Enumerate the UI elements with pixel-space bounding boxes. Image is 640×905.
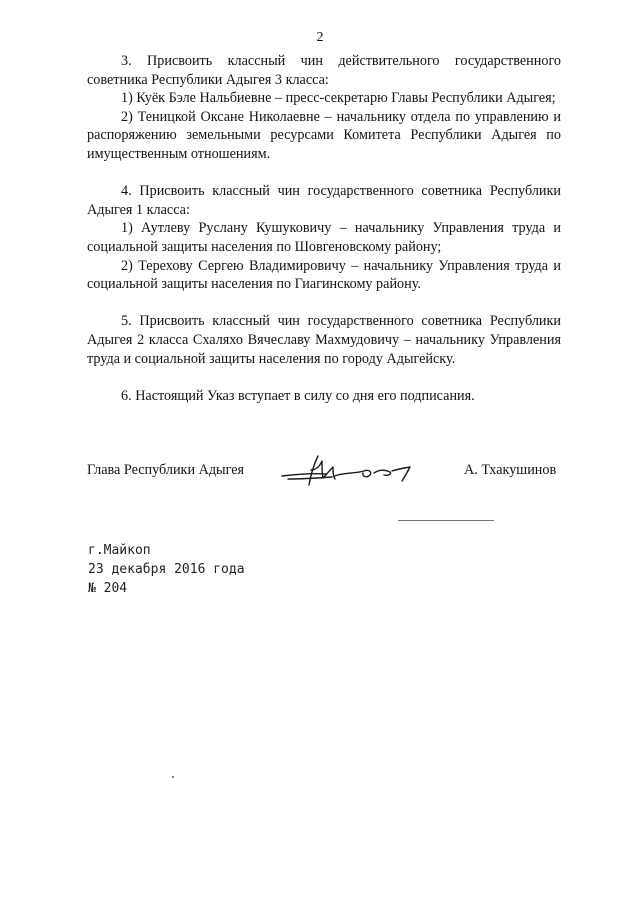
signatory-position: Глава Республики Адыгея bbox=[87, 462, 245, 478]
handwritten-signature bbox=[278, 452, 418, 492]
paragraph-item-4-1: 1) Аутлеву Руслану Кушуковичу – начальнику Управления труда и социальной защиты населения по Шовгеновскому району; bbox=[87, 220, 561, 255]
divider-line bbox=[398, 520, 494, 521]
paragraph-item-3: 3. Присвоить классный чин действительного государственного советника Республики Адыгея 3 класса: bbox=[87, 53, 561, 88]
paragraph-item-4-2: 2) Терехову Сергею Владимировичу – начальнику Управления труда и социальной защиты населения по Гиагинскому району. bbox=[87, 257, 561, 293]
registration-stamp bbox=[88, 541, 245, 598]
signatory-name: А. Тхакушинов bbox=[464, 462, 557, 478]
paragraph-item-5: 5. Присвоить классный чин государственного советника Республики Адыгея 2 класса Схаляхо Вячеславу Махмудовичу – начальнику Управления труда и социальной защиты населения по городу Адыгейску. bbox=[87, 313, 561, 367]
decree-body bbox=[87, 52, 561, 405]
issue-city: г.Майкоп bbox=[88, 543, 151, 558]
paragraph-item-4: 4. Присвоить классный чин государственного советника Республики Адыгея 1 класса: bbox=[87, 183, 561, 218]
page-number: 2 bbox=[316, 30, 324, 45]
paragraph-item-3-1: 1) Куёк Бэле Нальбиевне – пресс-секретарю Главы Республики Адыгея; bbox=[121, 90, 556, 107]
scan-speck bbox=[172, 776, 174, 778]
issue-date: 23 декабря 2016 года bbox=[88, 562, 245, 577]
paragraph-item-6: 6. Настоящий Указ вступает в силу со дня его подписания. bbox=[121, 387, 475, 404]
decree-number: № 204 bbox=[88, 581, 128, 596]
paragraph-item-3-2: 2) Теницкой Оксане Николаевне – начальнику отдела по управлению и распоряжению земельными ресурсами Комитета Республики Адыгея по имущественным отношениям. bbox=[87, 108, 561, 162]
